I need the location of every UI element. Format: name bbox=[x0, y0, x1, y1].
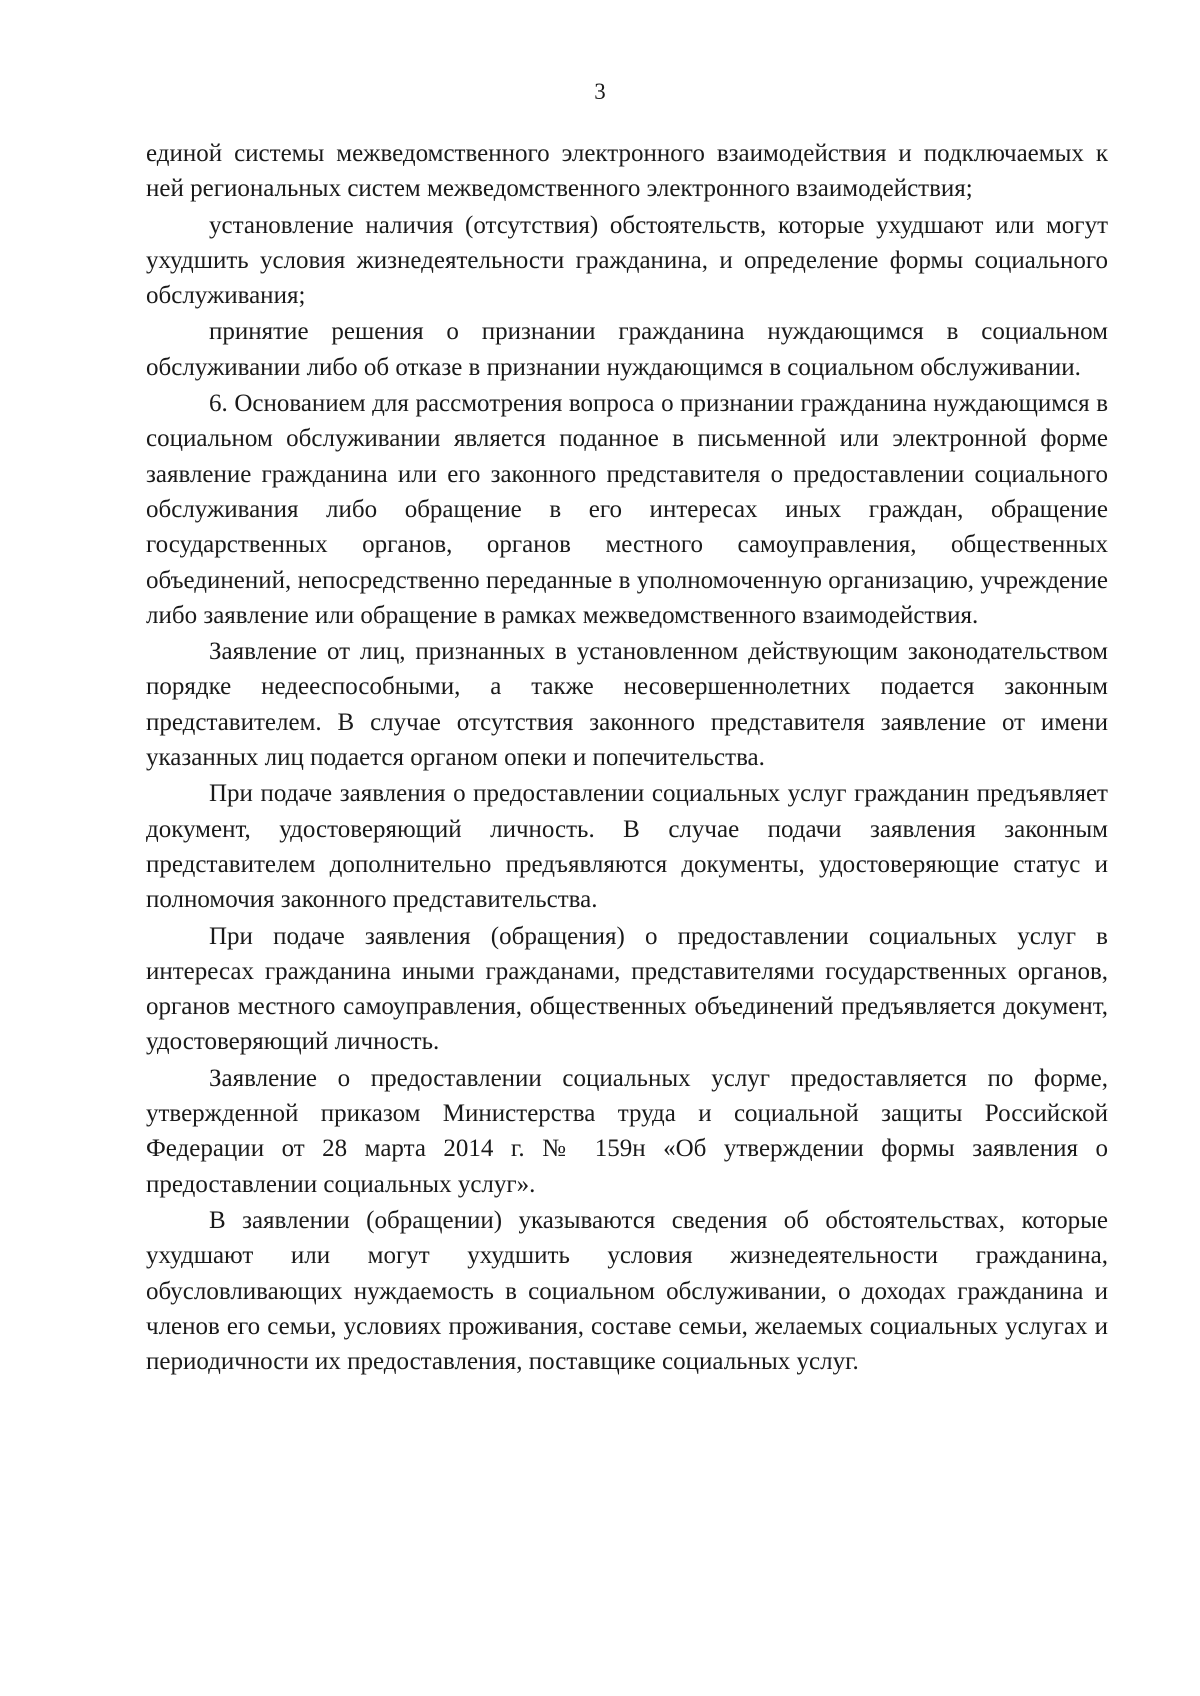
paragraph-third-party-application: При подаче заявления (обращения) о предоставлении социальных услуг в интересах гражданина иными гражданами, представителями государственных органов, органов местного самоуправления, общественных объединений предъявляется документ, удостоверяющий личность. bbox=[146, 922, 1108, 1056]
paragraph-decision: принятие решения о признании гражданина нуждающимся в социальном обслуживании либо об отказе в признании нуждающимся в социальном обслуживании. bbox=[146, 318, 1108, 381]
paragraph-circumstances: установление наличия (отсутствия) обстоятельств, которые ухудшают или могут ухудшить условия жизнедеятельности гражданина, и определение формы социального обслуживания; bbox=[146, 211, 1108, 310]
paragraph-incapacitated: Заявление от лиц, признанных в установленном действующим законодательством порядке недееспособными, а также несовершеннолетних подается законным представителем. В случае отсутствия законного представителя заявление от имени указанных лиц подается органом опеки и попечительства. bbox=[146, 638, 1108, 772]
paragraph-item-6: 6. Основанием для рассмотрения вопроса о признании гражданина нуждающимся в социальном обслуживании является поданное в письменной или электронной форме заявление гражданина или его законного представителя о предоставлении социального обслуживания либо обращение в его интересах иных граждан, обращение государственных органов, органов местного самоуправления, общественных объединений, непосредственно переданные в уполномоченную организацию, учреждение либо заявление или обращение в рамках межведомственного взаимодействия. bbox=[146, 390, 1108, 629]
document-body bbox=[146, 136, 1108, 1379]
page-number: 3 bbox=[594, 79, 606, 104]
paragraph-identity-document: При подаче заявления о предоставлении социальных услуг гражданин предъявляет документ, удостоверяющий личность. В случае подачи заявления законным представителем дополнительно предъявляются документы, удостоверяющие статус и полномочия законного представительства. bbox=[146, 780, 1108, 914]
paragraph-application-form: Заявление о предоставлении социальных услуг предоставляется по форме, утвержденной приказом Министерства труда и социальной защиты Российской Федерации от 28 марта 2014 г. № 159н «Об утверждении формы заявления о предоставлении социальных услуг». bbox=[146, 1064, 1108, 1198]
paragraph-continuation: единой системы межведомственного электронного взаимодействия и подключаемых к ней региональных систем межведомственного электронного взаимодействия; bbox=[146, 140, 1108, 203]
paragraph-application-contents: В заявлении (обращении) указываются сведения об обстоятельствах, которые ухудшают или могут ухудшить условия жизнедеятельности гражданина, обусловливающих нуждаемость в социальном обслуживании, о доходах гражданина и членов его семьи, условиях проживания, составе семьи, желаемых социальных услугах и периодичности их предоставления, поставщике социальных услуг. bbox=[146, 1206, 1108, 1376]
